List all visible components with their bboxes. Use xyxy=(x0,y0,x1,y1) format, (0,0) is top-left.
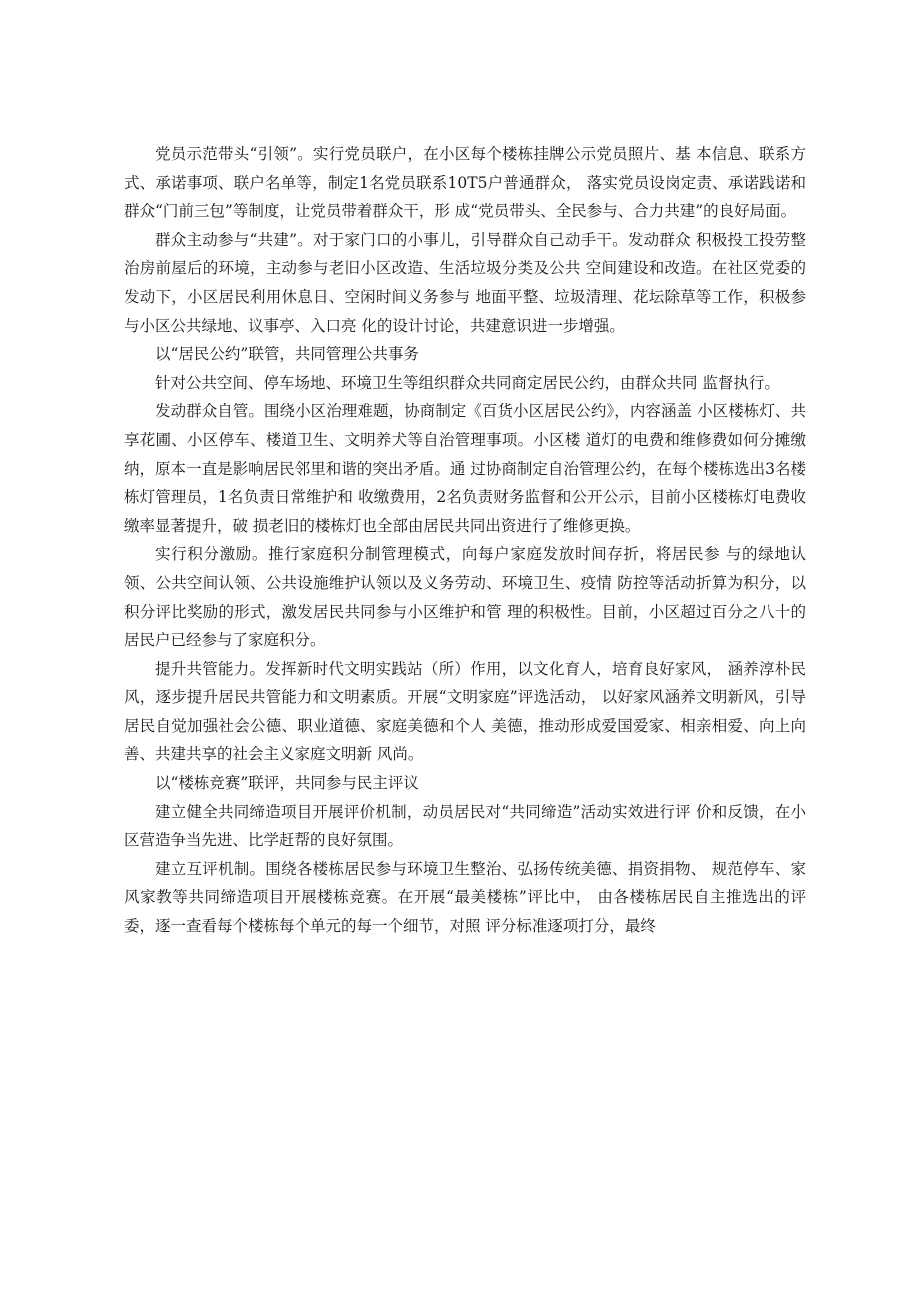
paragraph: 党员示范带头“引领”。实行党员联户，在小区每个楼栋挂牌公示党员照片、基 本信息、联系方式、承诺事项、联户名单等，制定1名党员联系10T5户普通群众， 落实党员设岗定责、承诺践诺和群众“门前三包”等制度，让党员带着群众干，形 成“党员带头、全民参与、合力共建”的良好局面。 xyxy=(124,145,806,221)
paragraph: 针对公共空间、停车场地、环境卫生等组织群众共同商定居民公约，由群众共同 监督执行。 xyxy=(155,373,780,392)
paragraph: 发动群众自管。围绕小区治理难题，协商制定《百货小区居民公约》，内容涵盖 小区楼栋灯、共享花圃、小区停车、楼道卫生、文明养犬等自治管理事项。小区楼 道灯的电费和维修费如何分摊缴纳，原本一直是影响居民邻里和谐的突出矛盾。通 过协商制定自治管理公约，在每个楼栋选出3名楼栋灯管理员，1名负责日常维护和 收缴费用，2名负责财务监督和公开公示，目前小区楼栋灯电费收缴率显著提升，破 损老旧的楼栋灯也全部由居民共同出资进行了维修更换。 xyxy=(124,402,806,535)
paragraph: 群众主动参与“共建”。对于家门口的小事儿，引导群众自己动手干。发动群众 积极投工投劳整治房前屋后的环境，主动参与老旧小区改造、生活垃圾分类及公共 空间建设和改造。在社区党委的发动下，小区居民利用休息日、空闲时间义务参与 地面平整、垃圾清理、花坛除草等工作，积极参与小区公共绿地、议事亭、入口亮 化的设计讨论，共建意识进一步增强。 xyxy=(124,230,806,335)
paragraph: 建立互评机制。围绕各楼栋居民参与环境卫生整治、弘扬传统美德、捐资捐物、 规范停车、家风家教等共同缔造项目开展楼栋竞赛。在开展“最美楼栋”评比中， 由各楼栋居民自主推选出的评委，逐一查看每个楼栋每个单元的每一个细节，对照 评分标准逐项打分，最终 xyxy=(124,859,806,936)
section-heading: 以“居民公约”联管，共同管理公共事务 xyxy=(155,345,419,364)
document-body xyxy=(124,140,806,941)
section-heading: 以“楼栋竞赛”联评，共同参与民主评议 xyxy=(155,774,419,793)
paragraph: 提升共管能力。发挥新时代文明实践站（所）作用，以文化育人，培育良好家风， 涵养淳朴民风，逐步提升居民共管能力和文明素质。开展“文明家庭”评选活动， 以好家风涵养文明新风，引导居民自觉加强社会公德、职业道德、家庭美德和个人 美德，推动形成爱国爱家、相亲相爱、向上向善、共建共享的社会主义家庭文明新 风尚。 xyxy=(124,659,806,764)
paragraph: 实行积分激励。推行家庭积分制管理模式，向每户家庭发放时间存折，将居民参 与的绿地认领、公共空间认领、公共设施维护认领以及义务劳动、环境卫生、疫情 防控等活动折算为积分，以积分评比奖励的形式，激发居民共同参与小区维护和管 理的积极性。目前，小区超过百分之八十的居民户已经参与了家庭积分。 xyxy=(124,545,806,650)
paragraph: 建立健全共同缔造项目开展评价机制，动员居民对“共同缔造”活动实效进行评 价和反馈，在小区营造争当先进、比学赶帮的良好氛围。 xyxy=(124,802,806,850)
